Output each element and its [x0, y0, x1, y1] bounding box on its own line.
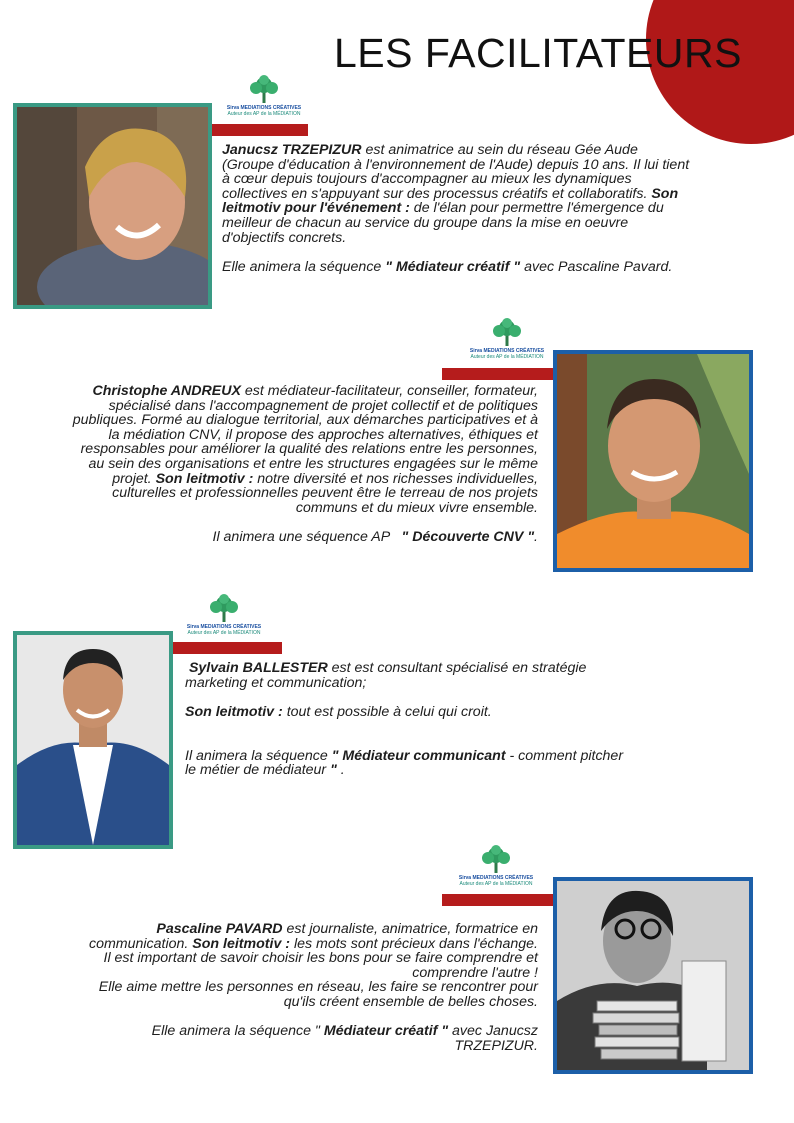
portrait-man-suit-icon — [17, 635, 169, 845]
bio-pascaline: Pascaline PAVARD est journaliste, animatrice, formatrice en communication. Son leitmotiv : les mots sont précieux dans l'échange. Il est important de savoir choisir les bons pour se faire comprendre et comprendre l'autre ! Elle aime mettre les personnes en réseau, les faire se rencontrer pour qu'ils créent ensemble de belles choses. Elle animera la séquence " Médiateur créatif " avec Janucsz TRZEPIZUR. — [88, 921, 538, 1054]
org-logo: Sirva MEDIATIONS CRÉATIVES Auteur des AP de la MÉDIATION — [224, 75, 304, 121]
facilitator-photo — [553, 350, 753, 572]
tree-logo-icon — [490, 318, 524, 348]
portrait-man-icon — [557, 354, 749, 568]
facilitator-photo — [13, 103, 212, 309]
portrait-woman-icon — [17, 107, 208, 305]
bio-christophe: Christophe ANDREUX est médiateur-facilitateur, conseiller, formateur, spécialisé dans l'accompagnement de projet collectif et de politiques publiques. Formé au dialogue territorial, aux démarches participatives et à la médiation CNV, il propose des approches alternatives, éthiques et responsables pour améliorer la qualité des relations entre les personnes, au sein des organisations et entre les structures engagées sur le même projet. Son leitmotiv : notre diversité et nos richesses individuelles, culturelles et professionnelles peuvent être le terreau de nos projets communs et du mieux vivre ensemble. Il animera une séquence AP " Découverte CNV ". — [72, 383, 538, 545]
facilitator-photo — [553, 877, 753, 1074]
tree-logo-icon — [207, 594, 241, 624]
tree-logo-icon — [247, 75, 281, 105]
portrait-woman-books-icon — [557, 881, 749, 1070]
bio-sylvain: Sylvain BALLESTER est est consultant spécialisé en stratégie marketing et communication; Son leitmotiv : tout est possible à celui qui croit. Il animera la séquence " Médiateur communicant - comment pitcher le métier de médiateur " . — [185, 660, 624, 779]
tree-logo-icon — [479, 845, 513, 875]
org-logo: Sirva MEDIATIONS CRÉATIVES Auteur des AP de la MÉDIATION — [467, 318, 547, 364]
org-logo: Sirva MEDIATIONS CRÉATIVES Auteur des AP de la MÉDIATION — [456, 845, 536, 891]
facilitator-photo — [13, 631, 173, 849]
page-title: LES FACILITATEURS — [334, 30, 742, 76]
bio-janucsz: Janucsz TRZEPIZUR est animatrice au sein du réseau Gée Aude (Groupe d'éducation à l'environnement de l'Aude) depuis 10 ans. Il lui tient à cœur depuis toujours d'accompagner au mieux les dynamiques collectives en s'appuyant sur des processus créatifs et collaboratifs. Son leitmotiv pour l'événement : de l'élan pour permettre l'émergence du meilleur de chacun au service du groupe dans la mise en oeuvre d'objectifs concrets. Elle animera la séquence " Médiateur créatif " avec Pascaline Pavard. — [222, 142, 690, 275]
org-logo: Sirva MEDIATIONS CRÉATIVES Auteur des AP de la MÉDIATION — [184, 594, 264, 640]
